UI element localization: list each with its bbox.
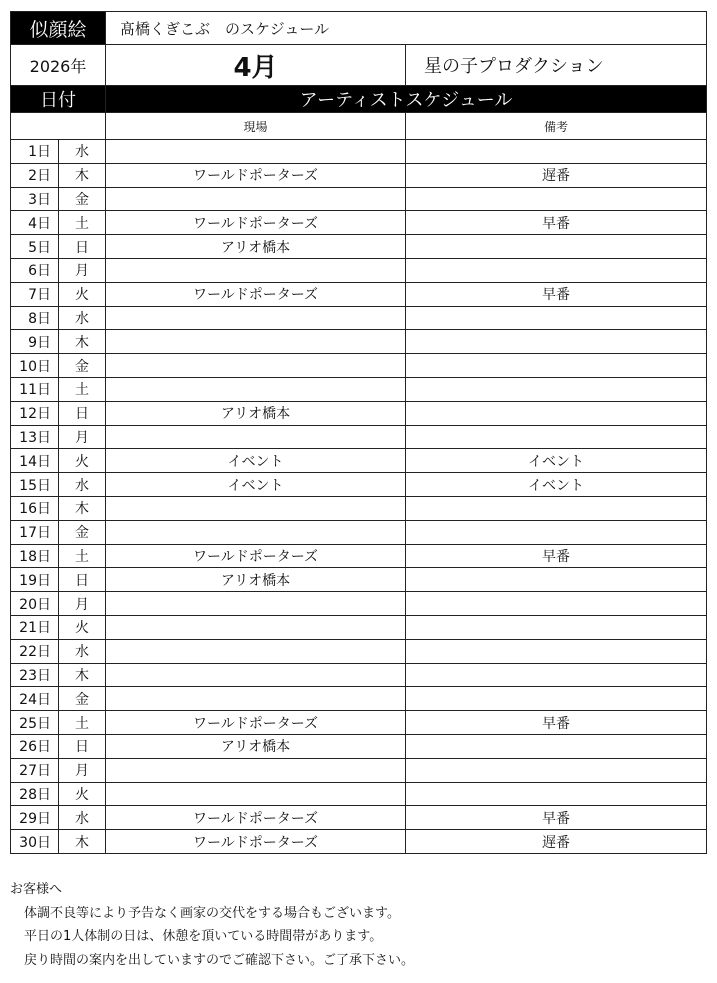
table-row xyxy=(11,806,707,830)
day-cell: 21日 xyxy=(11,615,59,639)
note-cell: 早番 xyxy=(406,282,707,306)
table-row xyxy=(11,235,707,259)
note-cell: イベント xyxy=(406,449,707,473)
location-cell xyxy=(106,306,406,330)
table-row xyxy=(11,568,707,592)
note-cell xyxy=(406,782,707,806)
table-row xyxy=(11,401,707,425)
table-row xyxy=(11,615,707,639)
table-row xyxy=(11,592,707,616)
weekday-cell: 土 xyxy=(59,711,106,735)
day-cell: 4日 xyxy=(11,211,59,235)
location-cell: アリオ橋本 xyxy=(106,401,406,425)
weekday-cell: 火 xyxy=(59,615,106,639)
sheet-title: 似顔絵 xyxy=(11,12,106,45)
weekday-cell: 水 xyxy=(59,806,106,830)
day-cell: 10日 xyxy=(11,354,59,378)
weekday-cell: 土 xyxy=(59,211,106,235)
notice-line: 戻り時間の案内を出していますのでご確認下さい。ご了承下さい。 xyxy=(24,952,415,968)
location-cell: アリオ橋本 xyxy=(106,568,406,592)
table-row xyxy=(11,711,707,735)
weekday-cell: 月 xyxy=(59,758,106,782)
weekday-cell: 月 xyxy=(59,425,106,449)
weekday-cell: 日 xyxy=(59,568,106,592)
location-cell: アリオ橋本 xyxy=(106,235,406,259)
table-row xyxy=(11,639,707,663)
weekday-cell: 月 xyxy=(59,258,106,282)
day-cell: 1日 xyxy=(11,140,59,164)
weekday-cell: 日 xyxy=(59,235,106,259)
note-cell: 早番 xyxy=(406,211,707,235)
day-cell: 24日 xyxy=(11,687,59,711)
weekday-cell: 木 xyxy=(59,330,106,354)
note-cell xyxy=(406,306,707,330)
location-cell xyxy=(106,496,406,520)
weekday-cell: 金 xyxy=(59,354,106,378)
note-cell xyxy=(406,734,707,758)
note-cell: 早番 xyxy=(406,544,707,568)
weekday-cell: 金 xyxy=(59,520,106,544)
weekday-cell: 水 xyxy=(59,639,106,663)
table-row xyxy=(11,330,707,354)
weekday-cell: 木 xyxy=(59,830,106,854)
day-cell: 9日 xyxy=(11,330,59,354)
day-cell: 7日 xyxy=(11,282,59,306)
table-row xyxy=(11,663,707,687)
date-column-header: 日付 xyxy=(11,86,106,113)
note-cell: 遅番 xyxy=(406,830,707,854)
blank-header-cell xyxy=(11,113,106,140)
note-cell xyxy=(406,758,707,782)
note-cell xyxy=(406,663,707,687)
table-row xyxy=(11,496,707,520)
location-cell: イベント xyxy=(106,449,406,473)
location-cell xyxy=(106,639,406,663)
location-cell xyxy=(106,687,406,711)
location-cell xyxy=(106,592,406,616)
day-cell: 13日 xyxy=(11,425,59,449)
weekday-cell: 木 xyxy=(59,663,106,687)
table-row xyxy=(11,830,707,854)
day-cell: 23日 xyxy=(11,663,59,687)
day-cell: 28日 xyxy=(11,782,59,806)
location-cell: イベント xyxy=(106,473,406,497)
note-cell xyxy=(406,615,707,639)
day-cell: 2日 xyxy=(11,163,59,187)
location-cell: ワールドポーターズ xyxy=(106,806,406,830)
location-cell xyxy=(106,140,406,164)
note-cell xyxy=(406,520,707,544)
day-cell: 12日 xyxy=(11,401,59,425)
day-cell: 25日 xyxy=(11,711,59,735)
day-cell: 8日 xyxy=(11,306,59,330)
day-cell: 6日 xyxy=(11,258,59,282)
table-row xyxy=(11,758,707,782)
table-row xyxy=(11,782,707,806)
location-cell xyxy=(106,187,406,211)
note-cell xyxy=(406,235,707,259)
table-row xyxy=(11,140,707,164)
day-cell: 18日 xyxy=(11,544,59,568)
note-cell xyxy=(406,496,707,520)
location-cell: ワールドポーターズ xyxy=(106,544,406,568)
year-label: 2026年 xyxy=(11,45,106,86)
weekday-cell: 木 xyxy=(59,496,106,520)
location-cell xyxy=(106,377,406,401)
location-cell: ワールドポーターズ xyxy=(106,163,406,187)
note-cell xyxy=(406,687,707,711)
weekday-cell: 金 xyxy=(59,187,106,211)
agency-name: 星の子プロダクション xyxy=(406,45,707,86)
location-cell xyxy=(106,354,406,378)
weekday-cell: 月 xyxy=(59,592,106,616)
weekday-cell: 土 xyxy=(59,377,106,401)
day-cell: 20日 xyxy=(11,592,59,616)
location-cell xyxy=(106,258,406,282)
weekday-cell: 金 xyxy=(59,687,106,711)
table-row xyxy=(11,520,707,544)
day-cell: 11日 xyxy=(11,377,59,401)
day-cell: 29日 xyxy=(11,806,59,830)
table-row xyxy=(11,211,707,235)
notice-line: 平日の1人体制の日は、休憩を頂いている時間帯があります。 xyxy=(24,929,383,944)
schedule-header: アーティストスケジュール xyxy=(106,86,707,113)
location-cell xyxy=(106,520,406,544)
day-cell: 5日 xyxy=(11,235,59,259)
location-cell xyxy=(106,663,406,687)
note-cell xyxy=(406,140,707,164)
schedule-table xyxy=(10,11,707,854)
header-row-bar xyxy=(11,86,707,113)
table-row xyxy=(11,163,707,187)
note-cell: 遅番 xyxy=(406,163,707,187)
weekday-cell: 土 xyxy=(59,544,106,568)
day-cell: 30日 xyxy=(11,830,59,854)
location-cell: ワールドポーターズ xyxy=(106,282,406,306)
day-cell: 3日 xyxy=(11,187,59,211)
day-cell: 26日 xyxy=(11,734,59,758)
table-row xyxy=(11,687,707,711)
month-label: 4月 xyxy=(106,45,406,86)
customer-notice xyxy=(10,878,414,972)
notice-greeting: お客様へ xyxy=(10,882,63,897)
location-cell xyxy=(106,758,406,782)
location-cell xyxy=(106,425,406,449)
note-cell xyxy=(406,330,707,354)
weekday-cell: 水 xyxy=(59,473,106,497)
table-row xyxy=(11,282,707,306)
schedule-sheet xyxy=(10,11,706,854)
weekday-cell: 水 xyxy=(59,306,106,330)
header-row-period xyxy=(11,45,707,86)
table-row xyxy=(11,544,707,568)
table-row xyxy=(11,377,707,401)
weekday-cell: 火 xyxy=(59,782,106,806)
header-row-title xyxy=(11,12,707,45)
day-cell: 15日 xyxy=(11,473,59,497)
note-cell xyxy=(406,258,707,282)
day-cell: 19日 xyxy=(11,568,59,592)
day-cell: 27日 xyxy=(11,758,59,782)
weekday-cell: 火 xyxy=(59,282,106,306)
table-row xyxy=(11,734,707,758)
note-cell xyxy=(406,568,707,592)
note-cell xyxy=(406,592,707,616)
note-cell: 早番 xyxy=(406,806,707,830)
note-cell xyxy=(406,425,707,449)
table-row xyxy=(11,354,707,378)
location-cell: アリオ橋本 xyxy=(106,734,406,758)
table-row xyxy=(11,187,707,211)
location-cell: ワールドポーターズ xyxy=(106,211,406,235)
day-cell: 17日 xyxy=(11,520,59,544)
day-cell: 22日 xyxy=(11,639,59,663)
weekday-cell: 日 xyxy=(59,734,106,758)
weekday-cell: 日 xyxy=(59,401,106,425)
table-row xyxy=(11,425,707,449)
location-cell xyxy=(106,782,406,806)
day-cell: 16日 xyxy=(11,496,59,520)
note-column-header: 備考 xyxy=(406,113,707,140)
notice-line: 体調不良等により予告なく画家の交代をする場合もございます。 xyxy=(24,905,400,921)
weekday-cell: 木 xyxy=(59,163,106,187)
table-row xyxy=(11,258,707,282)
artist-name: 髙橋くぎこぶ のスケジュール xyxy=(106,12,707,45)
note-cell xyxy=(406,377,707,401)
location-cell: ワールドポーターズ xyxy=(106,830,406,854)
location-column-header: 現場 xyxy=(106,113,406,140)
table-row xyxy=(11,473,707,497)
table-row xyxy=(11,449,707,473)
location-cell: ワールドポーターズ xyxy=(106,711,406,735)
table-row xyxy=(11,306,707,330)
location-cell xyxy=(106,615,406,639)
weekday-cell: 火 xyxy=(59,449,106,473)
note-cell: 早番 xyxy=(406,711,707,735)
day-cell: 14日 xyxy=(11,449,59,473)
note-cell xyxy=(406,401,707,425)
note-cell xyxy=(406,354,707,378)
note-cell: イベント xyxy=(406,473,707,497)
weekday-cell: 水 xyxy=(59,140,106,164)
note-cell xyxy=(406,639,707,663)
location-cell xyxy=(106,330,406,354)
header-row-columns xyxy=(11,113,707,140)
note-cell xyxy=(406,187,707,211)
